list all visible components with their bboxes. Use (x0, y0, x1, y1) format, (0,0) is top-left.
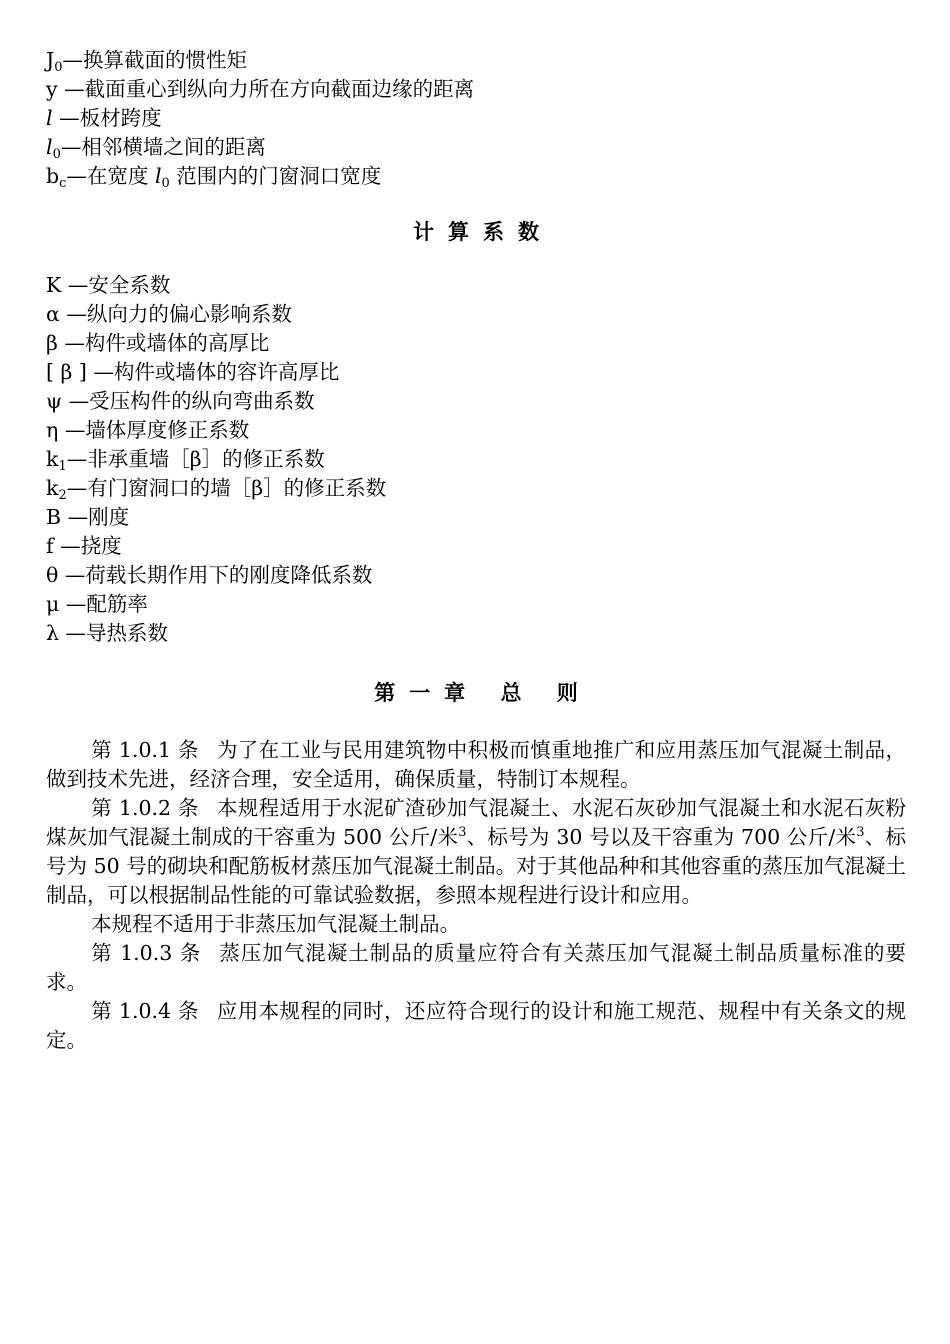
chapter-title: 第一章 总 则 (374, 680, 592, 705)
coefficient-term: ψ (46, 389, 69, 413)
coefficient-item (46, 329, 906, 358)
chapter-body (46, 736, 906, 1055)
clause-1-0-3 (46, 939, 906, 997)
symbol-item (46, 133, 906, 162)
coefficient-item (46, 358, 906, 387)
coefficient-desc: —有门窗洞口的墙［β］的修正系数 (66, 476, 387, 500)
coefficient-term: λ (46, 621, 66, 645)
coefficient-item (46, 619, 906, 648)
symbol-item (46, 46, 906, 75)
coefficient-term: K (46, 273, 68, 297)
clause-text: 应用本规程的同时，还应符合现行的设计和施工规范、规程中有关条文的规定。 (46, 999, 906, 1052)
coefficient-desc: —构件或墙体的容许高厚比 (93, 360, 340, 384)
superscript: 3 (856, 825, 865, 840)
symbol-item (46, 104, 906, 133)
symbol-term: l (46, 135, 53, 159)
coefficient-term: α (46, 302, 67, 326)
coefficient-item (46, 590, 906, 619)
coefficient-item (46, 387, 906, 416)
coefficient-term: β (46, 331, 65, 355)
symbol-inline-term: l (154, 164, 162, 188)
coefficient-term: [ β ] (46, 360, 94, 384)
coefficient-item (46, 445, 906, 474)
clause-text: 为了在工业与民用建筑物中积极而慎重地推广和应用蒸压加气混凝土制品，做到技术先进，经济合理，安全适用，确保质量，特制订本规程。 (46, 738, 906, 791)
coefficient-term: θ (46, 563, 65, 587)
symbol-desc: —板材跨度 (59, 106, 162, 130)
symbol-term: J (46, 48, 55, 72)
clause-number: 第 1.0.2 条 (91, 796, 199, 820)
symbol-item (46, 75, 906, 104)
clause-text: 、标号为 30 号以及干容重为 700 公斤/米 (466, 825, 857, 849)
symbol-term: y (46, 77, 65, 101)
symbol-term: b (46, 164, 60, 188)
coefficient-desc: —墙体厚度修正系数 (64, 418, 250, 442)
clause-text: 、标号为 50 号的砌块和配筋板材蒸压加气混凝土制品。对于其他品种和其他容重的蒸压加气混凝土制品，可以根据制品性能的可靠试验数据，参照本规程进行设计和应用。 (46, 825, 907, 907)
coefficient-term: μ (46, 592, 66, 616)
coefficient-term: f (46, 534, 61, 558)
coefficient-desc: —安全系数 (67, 273, 171, 297)
symbol-subscript: 0 (54, 60, 63, 75)
coefficient-subscript: 1 (58, 459, 67, 474)
clause-number: 第 1.0.4 条 (91, 999, 199, 1023)
symbol-subscript: c (59, 176, 67, 191)
symbol-item (46, 162, 906, 191)
clause-number: 第 1.0.3 条 (91, 941, 202, 965)
symbol-desc: —在宽度 (66, 164, 155, 188)
symbol-term: l (46, 106, 60, 130)
coefficient-subscript: 2 (58, 488, 67, 503)
coefficient-term: η (46, 418, 65, 442)
coefficient-term: B (46, 505, 68, 529)
clause-1-0-2 (46, 794, 906, 910)
clause-text: 本规程适用于水泥矿渣砂加气混凝土、水泥石灰砂加气混凝土和水泥石灰粉煤灰加气混凝土制成的干容重为 500 公斤/米 (46, 796, 906, 849)
coefficient-item (46, 474, 906, 503)
clause-number: 第 1.0.1 条 (91, 738, 199, 762)
clause-1-0-1 (46, 736, 906, 794)
clause-1-0-4 (46, 997, 906, 1055)
coefficient-desc: —刚度 (67, 505, 130, 529)
coefficient-term: k (46, 476, 59, 500)
symbol-list (46, 46, 906, 191)
coefficient-desc: —构件或墙体的高厚比 (64, 331, 270, 355)
coefficient-desc: —挠度 (60, 534, 122, 558)
coefficient-item (46, 561, 906, 590)
coefficient-desc: —配筋率 (65, 592, 148, 616)
coefficient-desc: —受压构件的纵向弯曲系数 (68, 389, 315, 413)
symbol-subscript: 0 (161, 176, 170, 191)
coefficient-item (46, 300, 906, 329)
coefficient-item (46, 271, 906, 300)
clause-text: 蒸压加气混凝土制品的质量应符合有关蒸压加气混凝土制品质量标准的要求。 (46, 941, 907, 994)
symbol-desc: —相邻横墙之间的距离 (60, 135, 266, 159)
symbol-desc: —截面重心到纵向力所在方向截面边缘的距离 (64, 77, 475, 101)
coefficient-desc: —导热系数 (65, 621, 169, 645)
symbol-desc: 范围内的门窗洞口宽度 (169, 164, 382, 188)
coefficient-list (46, 271, 906, 648)
coefficient-term: k (46, 447, 59, 471)
coefficient-desc: —非承重墙［β］的修正系数 (66, 447, 325, 471)
section-title-coefficients: 计算系数 (413, 219, 553, 244)
clause-note: 本规程不适用于非蒸压加气混凝土制品。 (91, 912, 461, 936)
coefficient-desc: —荷载长期作用下的刚度降低系数 (64, 563, 373, 587)
coefficient-desc: —纵向力的偏心影响系数 (66, 302, 292, 326)
symbol-subscript: 0 (52, 147, 61, 162)
coefficient-item (46, 532, 906, 561)
superscript: 3 (458, 825, 467, 840)
coefficient-item (46, 416, 906, 445)
document-page (46, 46, 906, 1055)
coefficient-item (46, 503, 906, 532)
symbol-desc: —换算截面的惯性矩 (62, 48, 247, 72)
